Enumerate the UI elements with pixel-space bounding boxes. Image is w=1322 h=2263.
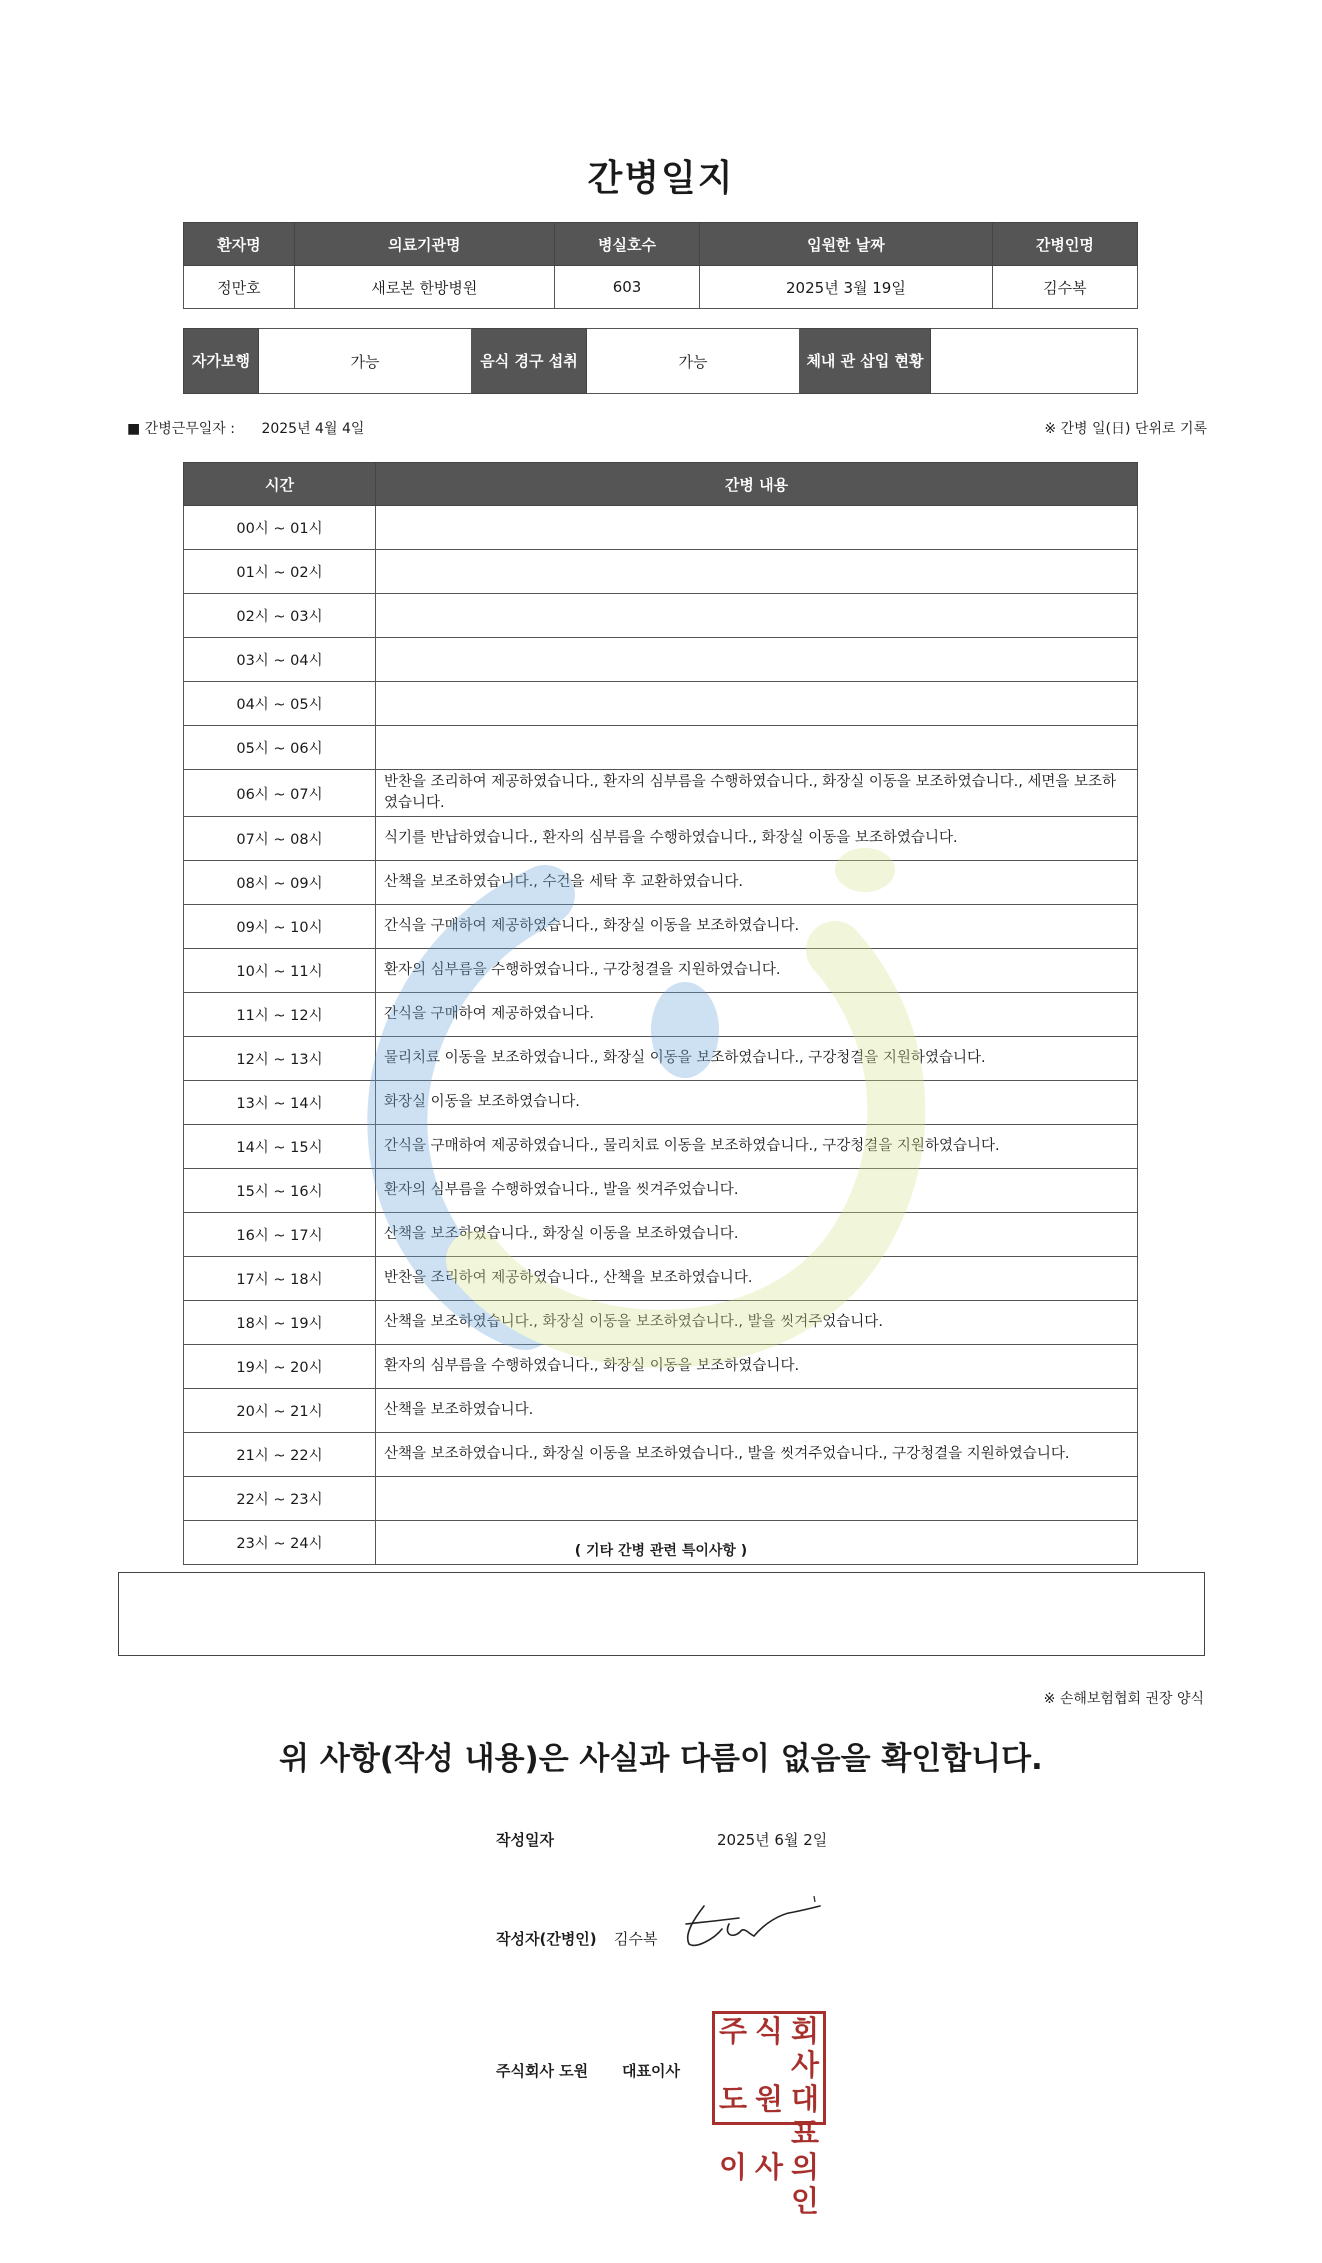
- log-time: 06시 ~ 07시: [184, 770, 376, 817]
- log-row: [184, 506, 1138, 550]
- log-content: 환자의 심부름을 수행하였습니다., 발을 씻겨주었습니다.: [376, 1169, 1138, 1213]
- date-label: 작성일자: [496, 1831, 554, 1849]
- log-time: 20시 ~ 21시: [184, 1389, 376, 1433]
- header-time: 시간: [184, 463, 376, 506]
- log-time: 04시 ~ 05시: [184, 682, 376, 726]
- log-content: 간식을 구매하여 제공하였습니다., 물리치료 이동을 보조하였습니다., 구강청결을 지원하였습니다.: [376, 1125, 1138, 1169]
- log-row: [184, 1345, 1138, 1389]
- company-label: 주식회사 도원: [496, 2062, 589, 2080]
- header-patient-name: 환자명: [184, 223, 295, 266]
- log-time: 08시 ~ 09시: [184, 861, 376, 905]
- log-content: [376, 550, 1138, 594]
- log-content: 산책을 보조하였습니다., 화장실 이동을 보조하였습니다., 발을 씻겨주었습니다., 구강청결을 지원하였습니다.: [376, 1433, 1138, 1477]
- log-time: 15시 ~ 16시: [184, 1169, 376, 1213]
- date-value: 2025년 6월 2일: [717, 1831, 828, 1849]
- patient-info-value-row: [184, 266, 1138, 309]
- admission-date: 2025년 3월 19일: [700, 266, 993, 309]
- patient-info-table: [183, 222, 1138, 309]
- room-number: 603: [554, 266, 699, 309]
- extra-notes-box: [118, 1572, 1205, 1656]
- patient-info-header-row: [184, 223, 1138, 266]
- log-row: [184, 949, 1138, 993]
- log-row: [184, 861, 1138, 905]
- log-row: [184, 1301, 1138, 1345]
- work-date: [127, 418, 364, 438]
- header-content: 간병 내용: [376, 463, 1138, 506]
- recommendation-note: ※ 손해보험협회 권장 양식: [1043, 1691, 1204, 1707]
- log-content: [376, 506, 1138, 550]
- record-unit-note: ※ 간병 일(日) 단위로 기록: [1044, 421, 1207, 437]
- log-time: 12시 ~ 13시: [184, 1037, 376, 1081]
- patient-name: 정만호: [184, 266, 295, 309]
- header-room-number: 병실호수: [554, 223, 699, 266]
- seal-char: 의인: [790, 2150, 819, 2218]
- log-row: [184, 1477, 1138, 1521]
- log-content: [376, 638, 1138, 682]
- tube-label: 체내 관 삽입 현황: [800, 329, 931, 394]
- seal-char: 원: [754, 2082, 783, 2116]
- log-time: 19시 ~ 20시: [184, 1345, 376, 1389]
- hospital-name: 새로본 한방병원: [294, 266, 554, 309]
- log-row: [184, 1169, 1138, 1213]
- log-content: [376, 726, 1138, 770]
- oral-intake-value: 가능: [587, 329, 800, 394]
- header-admission-date: 입원한 날짜: [700, 223, 993, 266]
- log-row: [184, 638, 1138, 682]
- log-content: 물리치료 이동을 보조하였습니다., 화장실 이동을 보조하였습니다., 구강청결을 지원하였습니다.: [376, 1037, 1138, 1081]
- log-time: 00시 ~ 01시: [184, 506, 376, 550]
- log-content: [376, 682, 1138, 726]
- log-row: [184, 993, 1138, 1037]
- log-time: 05시 ~ 06시: [184, 726, 376, 770]
- log-time: 09시 ~ 10시: [184, 905, 376, 949]
- log-row: [184, 1389, 1138, 1433]
- page-title: 간병일지: [587, 158, 735, 199]
- log-time: 11시 ~ 12시: [184, 993, 376, 1037]
- log-content: 환자의 심부름을 수행하였습니다., 구강청결을 지원하였습니다.: [376, 949, 1138, 993]
- care-log-table: [183, 462, 1138, 1565]
- log-row: [184, 905, 1138, 949]
- log-content: 환자의 심부름을 수행하였습니다., 화장실 이동을 보조하였습니다.: [376, 1345, 1138, 1389]
- oral-intake-label: 음식 경구 섭취: [472, 329, 587, 394]
- care-status-table: [183, 328, 1138, 394]
- seal-char: 대표: [790, 2082, 819, 2150]
- log-time: 03시 ~ 04시: [184, 638, 376, 682]
- log-content: 화장실 이동을 보조하였습니다.: [376, 1081, 1138, 1125]
- seal-char: 도: [718, 2082, 747, 2116]
- log-content: 간식을 구매하여 제공하였습니다., 화장실 이동을 보조하였습니다.: [376, 905, 1138, 949]
- log-time: 23시 ~ 24시: [184, 1521, 376, 1565]
- care-log-body: [184, 506, 1138, 1565]
- confirmation-statement: 위 사항(작성 내용)은 사실과 다름이 없음을 확인합니다.: [279, 1741, 1043, 1777]
- seal-char: 회사: [790, 2014, 819, 2082]
- log-row: [184, 817, 1138, 861]
- log-content: 산책을 보조하였습니다., 화장실 이동을 보조하였습니다.: [376, 1213, 1138, 1257]
- writer-label: 작성자(간병인): [496, 1930, 597, 1948]
- log-row: [184, 726, 1138, 770]
- log-row: [184, 1081, 1138, 1125]
- log-content: 반찬을 조리하여 제공하였습니다., 산책을 보조하였습니다.: [376, 1257, 1138, 1301]
- log-content: 반찬을 조리하여 제공하였습니다., 환자의 심부름을 수행하였습니다., 화장실 이동을 보조하였습니다., 세면을 보조하였습니다.: [376, 770, 1138, 817]
- log-row: [184, 682, 1138, 726]
- seal-char: 이: [718, 2150, 747, 2184]
- log-time: 17시 ~ 18시: [184, 1257, 376, 1301]
- seal-char: 식: [754, 2014, 783, 2048]
- log-row: [184, 1257, 1138, 1301]
- tube-value: [931, 329, 1138, 394]
- self-care-label: 자가보행: [184, 329, 259, 394]
- signature-image: [674, 1894, 822, 1950]
- header-caregiver-name: 간병인명: [992, 223, 1137, 266]
- log-content: [376, 594, 1138, 638]
- writer-value: 김수복: [614, 1930, 658, 1948]
- log-time: 21시 ~ 22시: [184, 1433, 376, 1477]
- extra-notes-title: ( 기타 간병 관련 특이사항 ): [574, 1543, 748, 1559]
- seal-char: 사: [754, 2150, 783, 2184]
- log-time: 01시 ~ 02시: [184, 550, 376, 594]
- log-time: 14시 ~ 15시: [184, 1125, 376, 1169]
- ceo-label: 대표이사: [622, 2062, 680, 2080]
- work-date-value: 2025년 4월 4일: [261, 421, 365, 437]
- caregiver-name: 김수복: [992, 266, 1137, 309]
- log-time: 22시 ~ 23시: [184, 1477, 376, 1521]
- self-care-value: 가능: [259, 329, 472, 394]
- log-time: 07시 ~ 08시: [184, 817, 376, 861]
- log-content: 산책을 보조하였습니다.: [376, 1389, 1138, 1433]
- log-row: [184, 1125, 1138, 1169]
- log-time: 13시 ~ 14시: [184, 1081, 376, 1125]
- log-row: [184, 770, 1138, 817]
- log-content: 산책을 보조하였습니다., 화장실 이동을 보조하였습니다., 발을 씻겨주었습니다.: [376, 1301, 1138, 1345]
- log-content: 산책을 보조하였습니다., 수건을 세탁 후 교환하였습니다.: [376, 861, 1138, 905]
- log-content: [376, 1477, 1138, 1521]
- log-content: 식기를 반납하였습니다., 환자의 심부름을 수행하였습니다., 화장실 이동을 보조하였습니다.: [376, 817, 1138, 861]
- log-row: [184, 1037, 1138, 1081]
- header-hospital-name: 의료기관명: [294, 223, 554, 266]
- care-log-header-row: [184, 463, 1138, 506]
- log-time: 16시 ~ 17시: [184, 1213, 376, 1257]
- log-row: [184, 1433, 1138, 1477]
- work-date-label: ■ 간병근무일자 :: [127, 421, 235, 437]
- log-row: [184, 1213, 1138, 1257]
- company-seal: [712, 2011, 826, 2218]
- log-time: 10시 ~ 11시: [184, 949, 376, 993]
- log-content: 간식을 구매하여 제공하였습니다.: [376, 993, 1138, 1037]
- log-row: [184, 594, 1138, 638]
- seal-char: 주: [718, 2014, 747, 2048]
- log-time: 18시 ~ 19시: [184, 1301, 376, 1345]
- care-status-row: [184, 329, 1138, 394]
- log-time: 02시 ~ 03시: [184, 594, 376, 638]
- log-row: [184, 550, 1138, 594]
